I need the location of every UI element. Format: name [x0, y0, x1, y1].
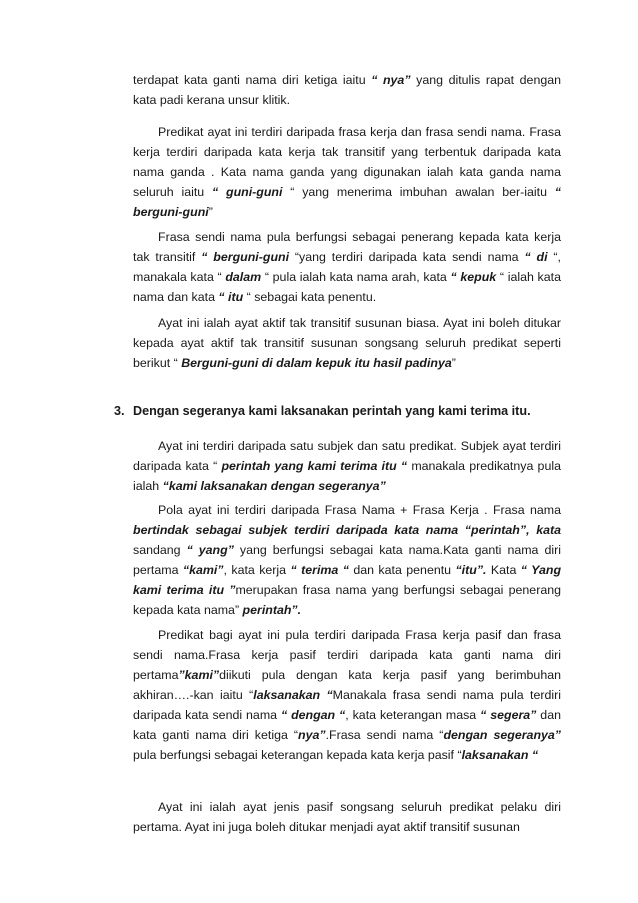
emphasis-run: “ nya” [371, 73, 411, 87]
emphasis-run: perintah yang kami terima itu “ [221, 459, 408, 473]
text-run: Ayat ini terdiri daripada satu subjek dan satu predikat. Subjek ayat terdiri daripada kata “ [133, 439, 561, 473]
heading-text: Dengan segeranya kami laksanakan perintah yang kami terima itu. [133, 404, 531, 418]
heading-number: 3. [114, 404, 125, 418]
emphasis-run: laksanakan “ [461, 748, 539, 762]
paragraph-5 [133, 436, 561, 496]
emphasis-run: laksanakan “ [253, 688, 333, 702]
text-run: ” [451, 356, 456, 370]
emphasis-run: bertindak sebagai subjek terdiri daripada kata nama “perintah”, kata [133, 523, 561, 537]
text-run: yang ditulis rapat dengan kata padi kerana unsur klitik. [133, 73, 562, 107]
emphasis-run: “ terima “ [290, 563, 349, 577]
paragraph-7 [133, 625, 561, 765]
emphasis-run: “ itu [218, 290, 244, 304]
emphasis-run: “ dengan “ [280, 708, 346, 722]
text-run: pula berfungsi sebagai keterangan kepada kata kerja pasif “ [133, 748, 462, 762]
emphasis-run: “ guni-guni [212, 185, 283, 199]
text-run: , kata kerja [223, 563, 291, 577]
emphasis-run: “ segera” [480, 708, 537, 722]
text-run: Pola ayat ini terdiri daripada Frasa Nama + Frasa Kerja . Frasa nama [158, 503, 561, 517]
paragraph-4 [133, 313, 561, 373]
emphasis-run: “ di [524, 250, 548, 264]
text-run: Frasa sendi nama pula berfungsi sebagai penerang kepada kata kerja tak transitif [133, 230, 561, 264]
text-run: , kata keterangan masa [345, 708, 481, 722]
text-run: sandang [133, 543, 187, 557]
emphasis-run: Berguni-guni di dalam kepuk itu hasil padinya [181, 356, 452, 370]
emphasis-run: “ Yang kami terima itu ” [133, 563, 562, 597]
text-run: Manakala frasa sendi nama pula terdiri daripada kata sendi nama [133, 688, 561, 722]
text-run: ” [208, 205, 213, 219]
text-run: diikuti pula dengan kata kerja pasif yang berimbuhan akhiran….-kan iaitu “ [133, 668, 561, 702]
emphasis-run: perintah”. [242, 603, 302, 617]
paragraph-6 [133, 500, 561, 620]
text-run: merupakan frasa nama yang berfungsi sebagai penerang kepada kata nama” [133, 583, 562, 617]
emphasis-run: nya” [298, 728, 326, 742]
text-run: “, manakala kata “ [133, 250, 561, 284]
emphasis-run: “ yang” [186, 543, 234, 557]
paragraph-3 [133, 227, 561, 307]
paragraph-8 [133, 797, 561, 837]
text-run: yang berfungsi sebagai kata nama.Kata ganti nama diri pertama [133, 543, 561, 577]
paragraph-1 [133, 70, 561, 110]
text-run: dan kata ganti nama diri ketiga “ [133, 708, 561, 742]
text-run: terdapat kata ganti nama diri ketiga iaitu [133, 73, 372, 87]
text-run: Kata [486, 563, 521, 577]
text-run: “yang terdiri daripada kata sendi nama [289, 250, 525, 264]
emphasis-run: dalam [225, 270, 262, 284]
text-run: “ ialah kata nama dan kata [133, 270, 561, 304]
text-run: “ sebagai kata penentu. [243, 290, 377, 304]
text-run: dan kata penentu [348, 563, 456, 577]
paragraph-2 [133, 122, 561, 222]
emphasis-run: dengan segeranya” [443, 728, 561, 742]
text-run: Predikat ayat ini terdiri daripada frasa kerja dan frasa sendi nama. Frasa kerja terdiri daripada kata kerja tak transitif yang terbentuk daripada kata nama ganda . Kata nama ganda yang digunakan ialah kata ganda nama seluruh iaitu [133, 125, 561, 199]
text-run: Ayat ini ialah ayat aktif tak transitif susunan biasa. Ayat ini boleh ditukar kepada ayat aktif tak transitif susunan songsang seluruh predikat seperti berikut “ [133, 316, 561, 370]
emphasis-run: ”kami” [178, 668, 220, 682]
emphasis-run: “ kepuk [450, 270, 497, 284]
text-run: Predikat bagi ayat ini pula terdiri daripada Frasa kerja pasif dan frasa sendi nama.Frasa kerja pasif terdiri daripada kata ganti nama diri pertama [133, 628, 561, 682]
text-run: “ pula ialah kata nama arah, kata [261, 270, 451, 284]
emphasis-run: “ berguni-guni [201, 250, 290, 264]
text-run: “ yang menerima imbuhan awalan ber-iaitu [282, 185, 555, 199]
numbered-heading [114, 401, 564, 421]
text-run: manakala predikatnya pula ialah [133, 459, 561, 493]
emphasis-run: “itu”. [455, 563, 487, 577]
emphasis-run: “kami laksanakan dengan segeranya” [162, 479, 386, 493]
text-run: .Frasa sendi nama “ [325, 728, 444, 742]
text-run: Ayat ini ialah ayat jenis pasif songsang seluruh predikat pelaku diri pertama. Ayat ini juga boleh ditukar menjadi ayat aktif transitif susunan [133, 800, 561, 834]
emphasis-run: “kami” [182, 563, 224, 577]
emphasis-run: “ berguni-guni [133, 185, 561, 219]
